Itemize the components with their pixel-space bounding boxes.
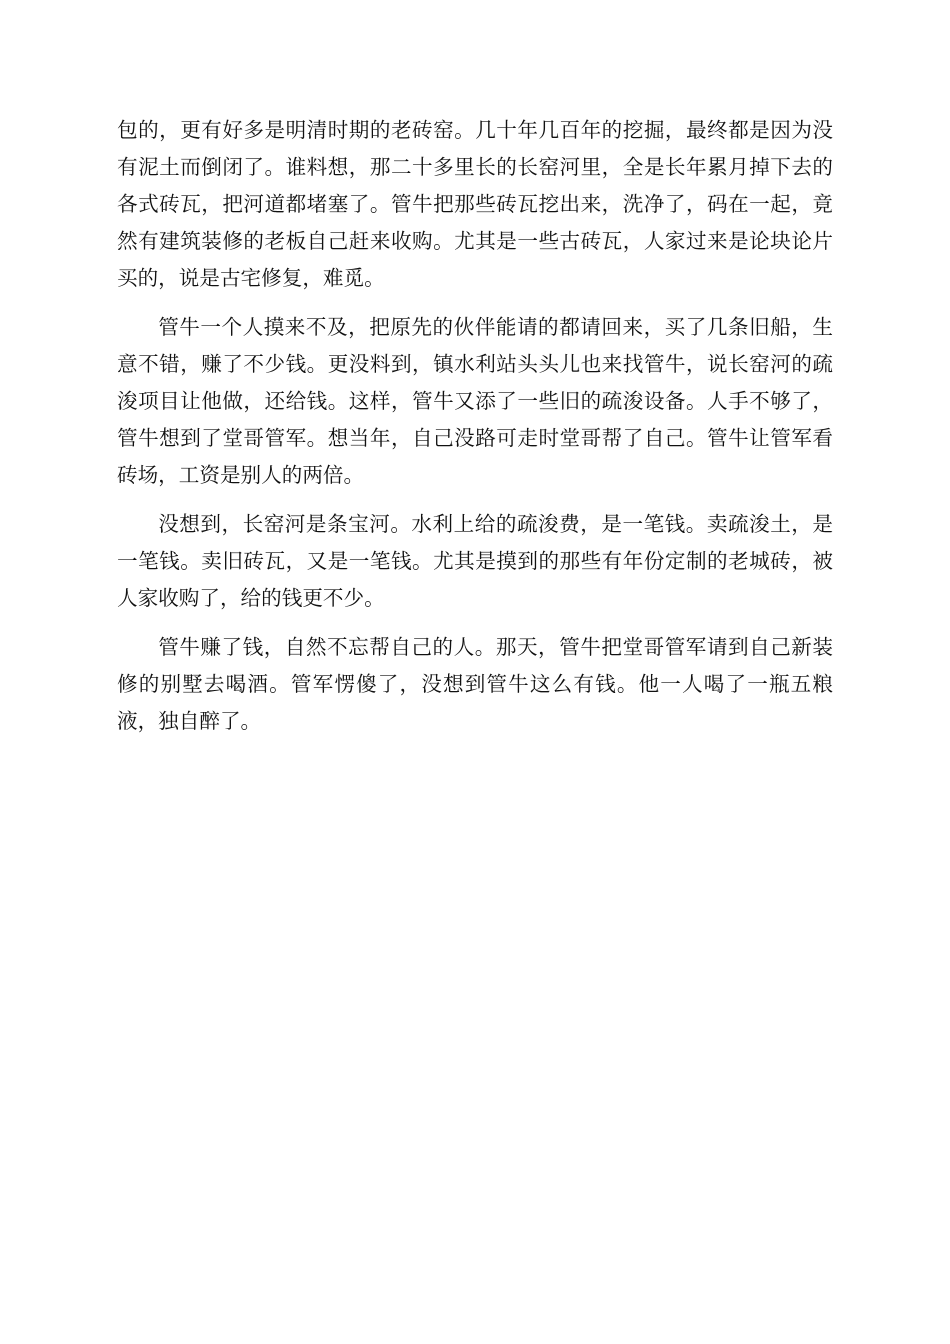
paragraph-1: 包的，更有好多是明清时期的老砖窑。几十年几百年的挖掘，最终都是因为没有泥土而倒闭了。谁料想，那二十多里长的长窑河里，全是长年累月掉下去的各式砖瓦，把河道都堵塞了。管牛把那些砖瓦挖出来，洗净了，码在一起，竟然有建筑装修的老板自己赶来收购。尤其是一些古砖瓦，人家过来是论块论片买的，说是古宅修复，难觅。: [117, 118, 833, 290]
paragraph-2: 管牛一个人摸来不及，把原先的伙伴能请的都请回来，买了几条旧船，生意不错，赚了不少钱。更没料到，镇水利站头头儿也来找管牛，说长窑河的疏浚项目让他做，还给钱。这样，管牛又添了一些旧的疏浚设备。人手不够了，管牛想到了堂哥管军。想当年，自己没路可走时堂哥帮了自己。管牛让管军看砖场，工资是别人的两倍。: [117, 315, 833, 487]
paragraph-4: 管牛赚了钱，自然不忘帮自己的人。那天，管牛把堂哥管军请到自己新装修的别墅去喝酒。管军愣傻了，没想到管牛这么有钱。他一人喝了一瓶五粮液，独自醉了。: [117, 635, 833, 733]
paragraph-3: 没想到，长窑河是条宝河。水利上给的疏浚费，是一笔钱。卖疏浚土，是一笔钱。卖旧砖瓦，又是一笔钱。尤其是摸到的那些有年份定制的老城砖，被人家收购了，给的钱更不少。: [117, 512, 833, 610]
article-body: [117, 112, 833, 752]
